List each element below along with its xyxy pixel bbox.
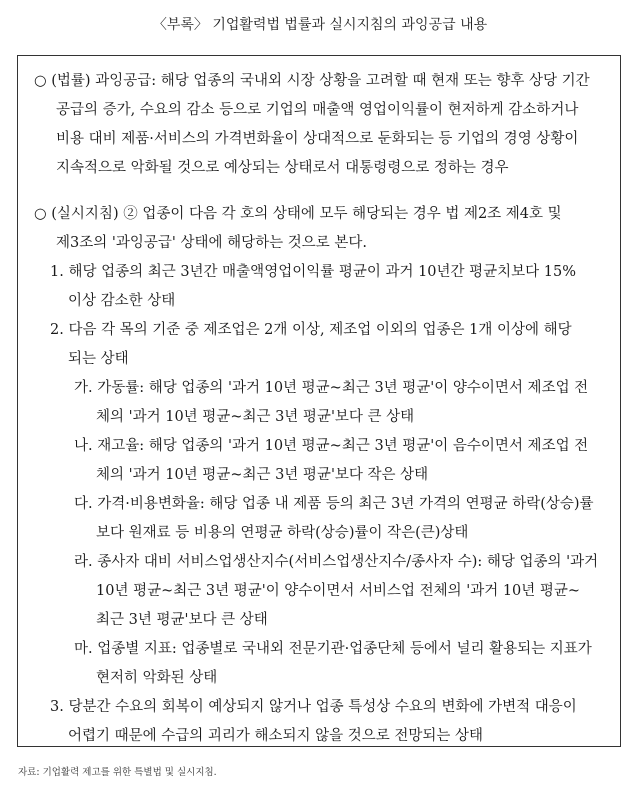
law-line: 지속적으로 악화될 것으로 예상되는 상태로서 대통령령으로 정하는 경우	[56, 160, 509, 176]
law-line: ○ (법률) 과잉공급: 해당 업종의 국내외 시장 상황을 고려할 때 현재 또는 향후 상당 기간	[34, 73, 590, 89]
law-line: 공급의 증가, 수요의 감소 등으로 기업의 매출액 영업이익률이 현저하게 감소하거나	[56, 102, 579, 118]
sub-item-ma-line: 현저히 악화된 상태	[96, 670, 218, 686]
sub-item-da-line: 보다 원재료 등 비용의 연평균 하락(상승)률이 작은(큰)상태	[96, 525, 469, 541]
sub-item-da-line: 다. 가격·비용변화율: 해당 업종 내 제품 등의 최근 3년 가격의 연평균 하락(상승)률	[74, 496, 594, 512]
sub-item-ra-line: 라. 종사자 대비 서비스업생산지수(서비스업생산지수/종사자 수): 해당 업종의 '과거	[74, 554, 599, 570]
source-note: 자료: 기업활력 제고를 위한 특별법 및 실시지침.	[18, 767, 217, 778]
sub-item-ra-line: 최근 3년 평균'보다 큰 상태	[96, 612, 268, 628]
item-2-line: 2. 다음 각 목의 기준 중 제조업은 2개 이상, 제조업 이외의 업종은 1개 이상에 해당	[50, 322, 572, 338]
item-3-line: 3. 당분간 수요의 회복이 예상되지 않거나 업종 특성상 수요의 변화에 가변적 대응이	[50, 699, 577, 715]
sub-item-ma-line: 마. 업종별 지표: 업종별로 국내외 전문기관·업종단체 등에서 널리 활용되는 지표가	[74, 641, 592, 657]
page-title: 〈부록〉 기업활력법 법률과 실시지침의 과잉공급 내용	[152, 17, 488, 33]
sub-item-ga-line: 가. 가동률: 해당 업종의 '과거 10년 평균~최근 3년 평균'이 양수이면서 제조업 전	[74, 380, 589, 396]
sub-item-na-line: 체의 '과거 10년 평균~최근 3년 평균'보다 작은 상태	[96, 467, 429, 483]
item-2-line: 되는 상태	[68, 351, 129, 367]
sub-item-na-line: 나. 재고율: 해당 업종의 '과거 10년 평균~최근 3년 평균'이 음수이면서 제조업 전	[74, 438, 589, 454]
guideline-intro-line: ○ (실시지침) ② 업종이 다음 각 호의 상태에 모두 해당되는 경우 법 제2조 제4호 및	[34, 206, 562, 222]
sub-item-ra-line: 10년 평균~최근 3년 평균'이 양수이면서 서비스업 전체의 '과거 10년 평균~	[96, 583, 581, 599]
sub-item-ga-line: 체의 '과거 10년 평균~최근 3년 평균'보다 큰 상태	[96, 409, 415, 425]
item-3-line: 어렵기 때문에 수급의 괴리가 해소되지 않을 것으로 전망되는 상태	[68, 728, 484, 744]
item-1-line: 1. 해당 업종의 최근 3년간 매출액영업이익률 평균이 과거 10년간 평균치보다 15%	[50, 264, 577, 280]
item-1-line: 이상 감소한 상태	[68, 293, 176, 309]
guideline-intro-line: 제3조의 '과잉공급' 상태에 해당하는 것으로 본다.	[56, 235, 367, 251]
law-line: 비용 대비 제품·서비스의 가격변화율이 상대적으로 둔화되는 등 기업의 경영 상황이	[56, 131, 579, 147]
